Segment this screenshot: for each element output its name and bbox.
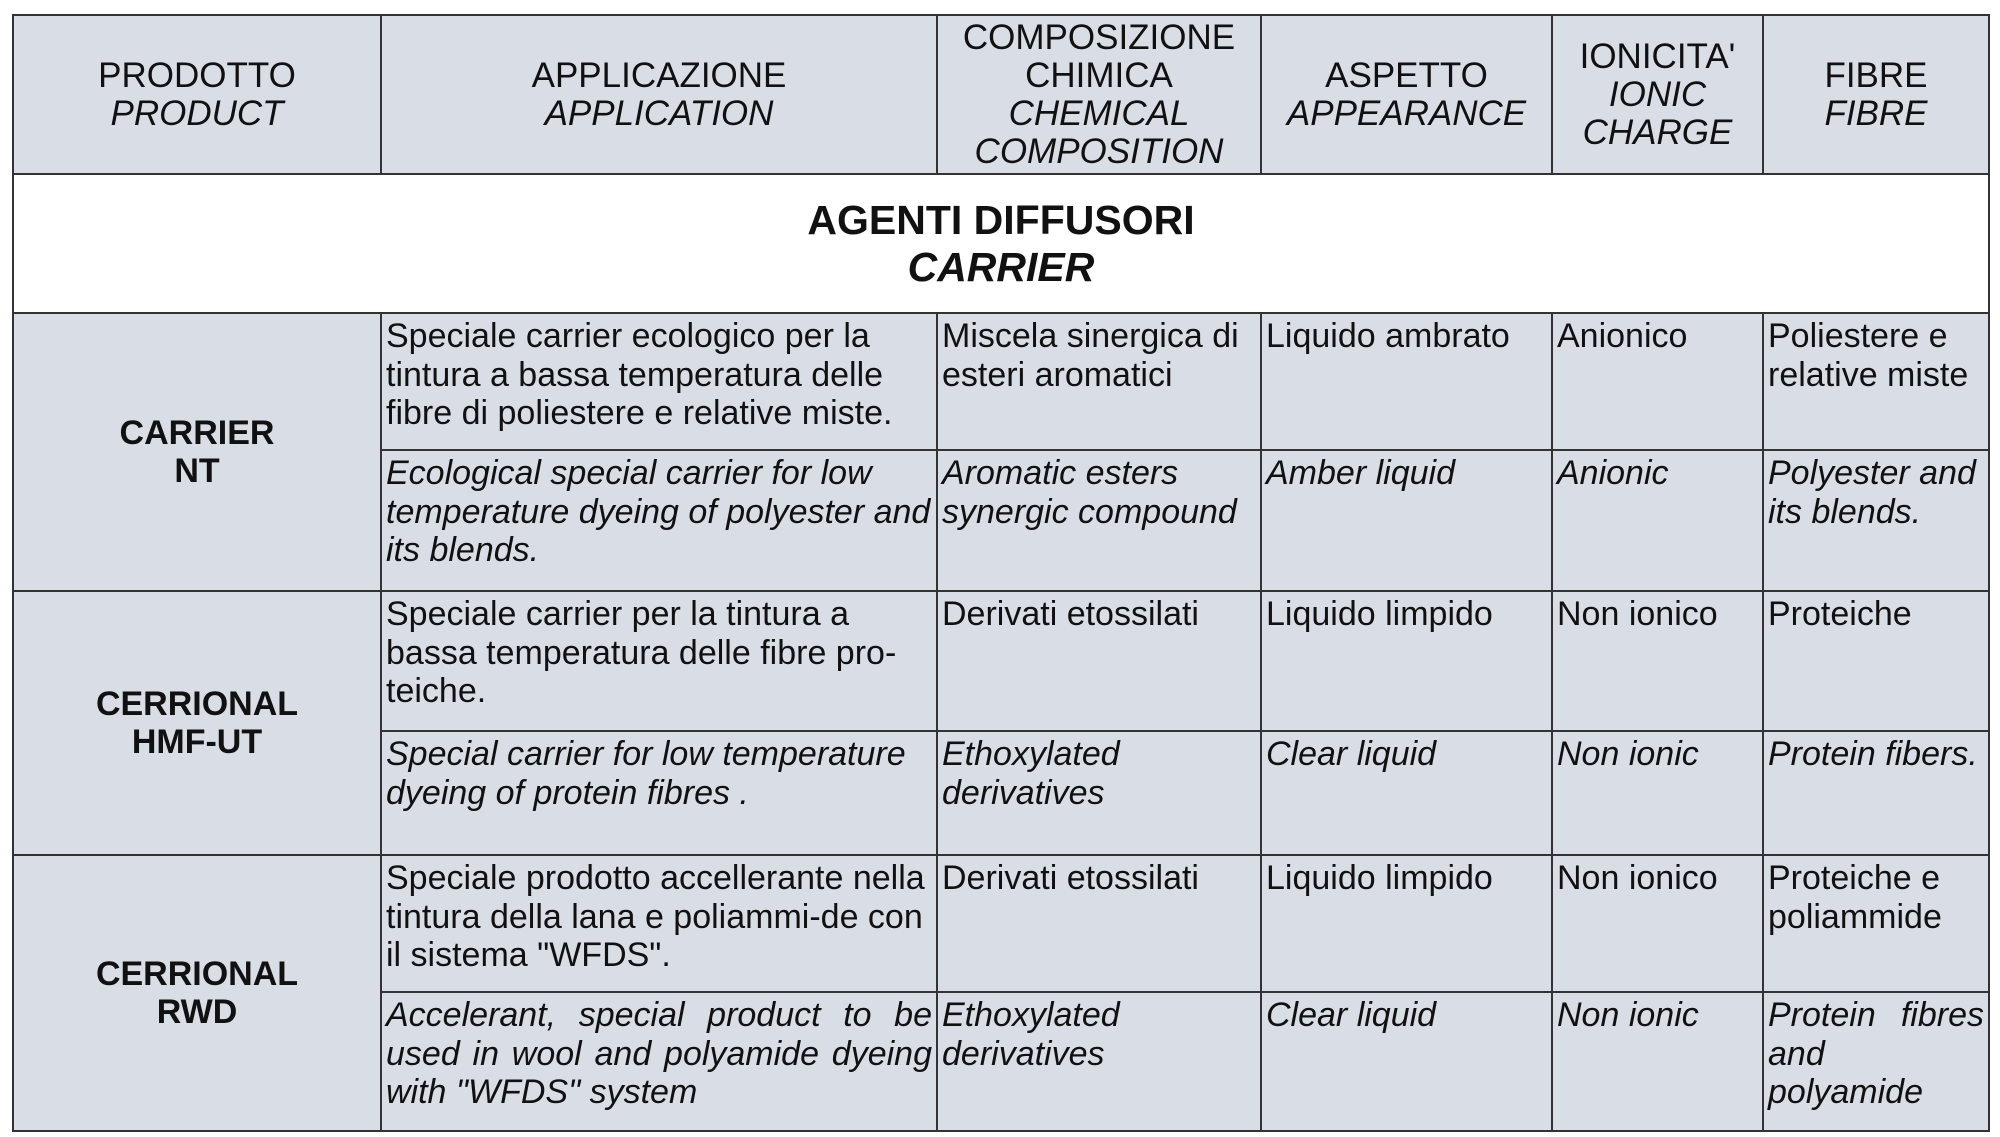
appearance-it: Liquido limpido bbox=[1261, 855, 1552, 992]
header-ionic-it: IONICITA' bbox=[1579, 36, 1736, 76]
product-name-line2: NT bbox=[174, 452, 220, 490]
header-ionic bbox=[1552, 15, 1763, 174]
section-subtitle: CARRIER bbox=[907, 243, 1095, 290]
product-row-it bbox=[13, 313, 1989, 450]
product-name-line1: CERRIONAL bbox=[95, 685, 299, 723]
header-application bbox=[381, 15, 937, 174]
product-name-line1: CARRIER bbox=[119, 414, 275, 452]
product-name bbox=[13, 855, 381, 1131]
header-fibre bbox=[1763, 15, 1989, 174]
product-row-it bbox=[13, 591, 1989, 731]
product-name-line2: HMF-UT bbox=[131, 723, 263, 761]
header-appearance bbox=[1261, 15, 1552, 174]
header-composition-en: CHEMICAL COMPOSITION bbox=[974, 93, 1224, 171]
composition-it: Derivati etossilati bbox=[937, 855, 1261, 992]
appearance-en: Clear liquid bbox=[1261, 731, 1552, 855]
application-en: Special carrier for low temperature dyeing of protein fibres . bbox=[381, 731, 937, 855]
composition-en: Ethoxylated derivatives bbox=[937, 731, 1261, 855]
application-en: Ecological special carrier for low temperature dyeing of polyester and its blends. bbox=[381, 450, 937, 591]
ionic-en: Anionic bbox=[1552, 450, 1763, 591]
application-en: Accelerant, special product to be used in wool and polyamide dyeing with "WFDS" system bbox=[381, 992, 937, 1131]
header-ionic-en: IONIC CHARGE bbox=[1582, 74, 1733, 152]
header-row bbox=[13, 15, 1989, 174]
fibre-it: Poliestere e relative miste bbox=[1763, 313, 1989, 450]
product-name-line1: CERRIONAL bbox=[95, 955, 299, 993]
ionic-en: Non ionic bbox=[1552, 731, 1763, 855]
product-table bbox=[12, 14, 1990, 1132]
appearance-it: Liquido limpido bbox=[1261, 591, 1552, 731]
ionic-it: Non ionico bbox=[1552, 591, 1763, 731]
section-title: AGENTI DIFFUSORI bbox=[807, 196, 1195, 243]
header-application-en: APPLICATION bbox=[544, 93, 774, 133]
composition-en: Ethoxylated derivatives bbox=[937, 992, 1261, 1131]
header-application-it: APPLICAZIONE bbox=[531, 55, 787, 95]
application-it: Speciale carrier ecologico per la tintura a bassa temperatura delle fibre di poliestere e relative miste. bbox=[381, 313, 937, 450]
header-composition-it: COMPOSIZIONE CHIMICA bbox=[962, 17, 1236, 95]
product-row-it bbox=[13, 855, 1989, 992]
application-it: Speciale carrier per la tintura a bassa temperatura delle fibre pro-teiche. bbox=[381, 591, 937, 731]
appearance-en: Amber liquid bbox=[1261, 450, 1552, 591]
product-name bbox=[13, 591, 381, 855]
header-fibre-it: FIBRE bbox=[1824, 55, 1928, 95]
header-product-it: PRODOTTO bbox=[98, 55, 296, 95]
application-it: Speciale prodotto accellerante nella tintura della lana e poliammi-de con il sistema "WFDS". bbox=[381, 855, 937, 992]
section-row bbox=[13, 174, 1989, 313]
product-name-line2: RWD bbox=[156, 993, 238, 1031]
appearance-en: Clear liquid bbox=[1261, 992, 1552, 1131]
composition-it: Miscela sinergica di esteri aromatici bbox=[937, 313, 1261, 450]
product-name bbox=[13, 313, 381, 591]
fibre-it: Proteiche e poliammide bbox=[1763, 855, 1989, 992]
header-composition bbox=[937, 15, 1261, 174]
fibre-it: Proteiche bbox=[1763, 591, 1989, 731]
fibre-en: Polyester and its blends. bbox=[1763, 450, 1989, 591]
fibre-en: Protein fibres and polyamide bbox=[1763, 992, 1989, 1131]
header-product-en: PRODUCT bbox=[110, 93, 284, 133]
fibre-en: Protein fibers. bbox=[1763, 731, 1989, 855]
ionic-it: Anionico bbox=[1552, 313, 1763, 450]
section-heading bbox=[13, 174, 1989, 313]
composition-it: Derivati etossilati bbox=[937, 591, 1261, 731]
appearance-it: Liquido ambrato bbox=[1261, 313, 1552, 450]
ionic-en: Non ionic bbox=[1552, 992, 1763, 1131]
composition-en: Aromatic esters synergic compound bbox=[937, 450, 1261, 591]
ionic-it: Non ionico bbox=[1552, 855, 1763, 992]
header-product bbox=[13, 15, 381, 174]
header-appearance-it: ASPETTO bbox=[1325, 55, 1488, 95]
header-appearance-en: APPEARANCE bbox=[1286, 93, 1527, 133]
header-fibre-en: FIBRE bbox=[1824, 93, 1928, 133]
